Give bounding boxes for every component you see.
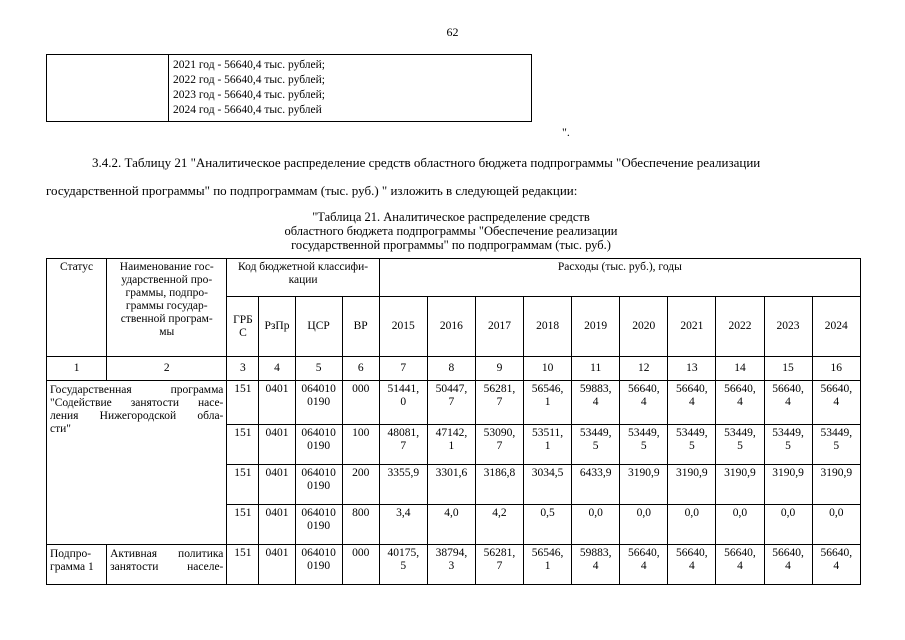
value-line: 56640,	[772, 547, 804, 559]
continuation-table	[46, 54, 532, 122]
value-cell	[572, 505, 620, 545]
value-line: 1	[544, 440, 551, 452]
header-year: 2024	[812, 297, 860, 357]
grbs-cell: 151	[227, 465, 259, 505]
header-year: 2015	[379, 297, 427, 357]
caption-line: "Таблица 21. Аналитическое распределение средств	[312, 210, 590, 224]
grbs-cell: 151	[227, 505, 259, 545]
value-cell	[379, 425, 427, 465]
header-year: 2021	[668, 297, 716, 357]
value-line: 59883,	[579, 547, 612, 559]
header-grbs-line: С	[239, 326, 247, 339]
value-line: 0	[400, 396, 407, 408]
column-number: 9	[475, 357, 523, 381]
value-line: 4	[640, 396, 647, 408]
value-line: 56546,	[531, 383, 564, 395]
value-line: 0,0	[636, 507, 651, 519]
value-line: 56640,	[627, 547, 660, 559]
value-line: 53090,	[483, 427, 516, 439]
header-vr: ВР	[342, 297, 379, 357]
value-line: 3190,9	[676, 467, 708, 479]
program-name-line: ления Нижегородской обла-	[50, 410, 224, 422]
header-csr: ЦСР	[295, 297, 342, 357]
grbs-cell: 151	[227, 425, 259, 465]
value-cell	[620, 505, 668, 545]
value-cell	[764, 505, 812, 545]
column-number: 11	[572, 357, 620, 381]
value-cell	[668, 465, 716, 505]
value-cell	[716, 505, 764, 545]
value-cell	[620, 545, 668, 585]
funding-line: 2022 год - 56640,4 тыс. рублей;	[173, 74, 325, 86]
empty-cell	[47, 55, 169, 122]
header-code	[227, 259, 379, 297]
header-year: 2016	[427, 297, 475, 357]
vr-cell: 800	[342, 505, 379, 545]
grbs-cell: 151	[227, 381, 259, 425]
value-cell	[379, 381, 427, 425]
header-row	[47, 259, 861, 297]
value-cell	[812, 545, 860, 585]
value-cell	[475, 465, 523, 505]
value-line: 4	[688, 560, 695, 572]
header-year: 2018	[524, 297, 572, 357]
header-code-line: кации	[288, 274, 318, 286]
value-line: 53449,	[676, 427, 708, 439]
value-cell	[812, 425, 860, 465]
value-line: 38794,	[435, 547, 468, 559]
header-grbs	[227, 297, 259, 357]
column-number: 13	[668, 357, 716, 381]
value-cell	[668, 381, 716, 425]
caption-line: государственной программы" по подпрограммам (тыс. руб.)	[291, 238, 611, 252]
value-cell	[427, 381, 475, 425]
value-line: 0,0	[684, 507, 700, 519]
value-cell	[379, 465, 427, 505]
closing-quote: ".	[562, 125, 570, 139]
value-cell	[427, 545, 475, 585]
value-line: 3301,6	[435, 467, 468, 479]
program-name-line: Государственная программа	[50, 384, 224, 396]
value-cell	[716, 381, 764, 425]
value-line: 56640,	[724, 383, 756, 395]
value-line: 56640,	[772, 383, 804, 395]
header-expenses: Расходы (тыс. руб.), годы	[379, 259, 860, 297]
subprogram-name-line: занятости населе-	[110, 561, 224, 573]
value-line: 3,4	[396, 507, 411, 519]
header-name	[107, 259, 227, 357]
header-year: 2023	[764, 297, 812, 357]
value-line: 3190,9	[627, 467, 660, 479]
program-name-line: сти"	[50, 423, 71, 435]
value-line: 5	[688, 440, 695, 452]
value-line: 56640,	[676, 383, 708, 395]
value-line: 3190,9	[772, 467, 804, 479]
header-name-line: граммы, подпро-	[125, 287, 209, 299]
csr-line: 064010	[301, 427, 336, 439]
value-line: 4	[833, 560, 840, 572]
value-line: 53449,	[820, 427, 853, 439]
vr-cell: 000	[342, 545, 379, 585]
column-number: 10	[524, 357, 572, 381]
value-cell	[379, 545, 427, 585]
header-status: Статус	[47, 259, 107, 357]
column-number: 6	[342, 357, 379, 381]
value-cell	[524, 505, 572, 545]
value-line: 56281,	[483, 383, 516, 395]
value-cell	[572, 545, 620, 585]
value-cell	[524, 545, 572, 585]
csr-line: 0190	[307, 480, 331, 492]
subprogram-name-line: Активная политика	[110, 548, 224, 560]
rzpr-cell: 0401	[259, 545, 295, 585]
value-cell	[716, 545, 764, 585]
header-name-line: ственной програм-	[120, 313, 213, 325]
column-number: 16	[812, 357, 860, 381]
value-line: 7	[400, 440, 407, 452]
value-line: 4	[785, 396, 791, 408]
funding-line: 2021 год - 56640,4 тыс. рублей;	[173, 59, 325, 71]
value-cell	[572, 465, 620, 505]
value-line: 50447,	[435, 383, 468, 395]
header-grbs-line: ГРБ	[233, 313, 253, 326]
value-cell	[524, 381, 572, 425]
vr-cell: 000	[342, 381, 379, 425]
column-number: 12	[620, 357, 668, 381]
value-line: 53449,	[772, 427, 804, 439]
value-cell	[620, 381, 668, 425]
column-number: 2	[107, 357, 227, 381]
value-line: 56281,	[483, 547, 516, 559]
value-cell	[716, 425, 764, 465]
value-line: 0,0	[829, 507, 844, 519]
value-cell	[812, 465, 860, 505]
value-line: 3190,9	[724, 467, 756, 479]
funding-line: 2023 год - 56640,4 тыс. рублей;	[173, 89, 325, 101]
value-cell	[475, 545, 523, 585]
value-cell	[572, 381, 620, 425]
subprogram-status-line: Подпро-	[50, 548, 92, 560]
csr-line: 0190	[307, 560, 331, 572]
value-line: 3190,9	[820, 467, 853, 479]
grbs-cell: 151	[227, 545, 259, 585]
value-line: 3186,8	[483, 467, 516, 479]
value-line: 3	[448, 560, 455, 572]
csr-line: 0190	[307, 440, 331, 452]
rzpr-cell: 0401	[259, 425, 295, 465]
value-line: 5	[833, 440, 840, 452]
value-line: 56640,	[676, 547, 708, 559]
value-cell	[764, 465, 812, 505]
value-line: 53511,	[531, 427, 564, 439]
csr-cell	[295, 465, 342, 505]
column-number: 14	[716, 357, 764, 381]
header-year: 2019	[572, 297, 620, 357]
value-line: 1	[544, 396, 551, 408]
column-number: 5	[295, 357, 342, 381]
value-line: 7	[496, 396, 503, 408]
caption-line: областного бюджета подпрограммы "Обеспечение реализации	[284, 224, 618, 238]
csr-cell	[295, 381, 342, 425]
value-line: 56640,	[627, 383, 660, 395]
budget-table	[46, 258, 861, 585]
value-cell	[620, 465, 668, 505]
value-line: 0,0	[588, 507, 603, 519]
table-row	[47, 545, 861, 585]
csr-line: 064010	[301, 467, 336, 479]
funding-lines-cell	[169, 55, 532, 122]
value-line: 4	[737, 396, 743, 408]
value-line: 3034,5	[531, 467, 564, 479]
subprogram-status-cell	[47, 545, 107, 585]
value-line: 7	[496, 560, 503, 572]
value-line: 4	[592, 396, 599, 408]
value-line: 40175,	[387, 547, 420, 559]
table-row	[47, 381, 861, 425]
value-line: 1	[448, 440, 455, 452]
value-line: 56640,	[820, 383, 853, 395]
value-line: 4	[592, 560, 599, 572]
value-cell	[668, 505, 716, 545]
value-line: 56640,	[724, 547, 756, 559]
value-cell	[427, 505, 475, 545]
value-cell	[764, 545, 812, 585]
value-line: 5	[785, 440, 791, 452]
header-name-line: мы	[159, 326, 175, 338]
value-line: 53449,	[724, 427, 756, 439]
value-cell	[668, 425, 716, 465]
program-name-line: "Содействие занятости насе-	[50, 397, 224, 409]
column-number: 8	[427, 357, 475, 381]
value-line: 53449,	[627, 427, 660, 439]
value-cell	[379, 505, 427, 545]
value-line: 53449,	[579, 427, 612, 439]
program-name-cell	[47, 381, 227, 545]
value-line: 0,0	[780, 507, 796, 519]
value-line: 48081,	[387, 427, 420, 439]
value-cell	[524, 465, 572, 505]
value-line: 0,5	[540, 507, 555, 519]
header-code-line: Код бюджетной классифи-	[238, 261, 369, 273]
value-line: 3355,9	[387, 467, 420, 479]
value-cell	[764, 425, 812, 465]
funding-line: 2024 год - 56640,4 тыс. рублей	[173, 104, 322, 116]
value-line: 56546,	[531, 547, 564, 559]
value-cell	[475, 381, 523, 425]
value-line: 51441,	[387, 383, 420, 395]
column-number-row	[47, 357, 861, 381]
value-line: 47142,	[435, 427, 468, 439]
csr-cell	[295, 545, 342, 585]
csr-cell	[295, 505, 342, 545]
header-name-line: Наименование гос-	[119, 261, 214, 273]
value-line: 1	[544, 560, 551, 572]
header-name-line: ударственной про-	[121, 274, 213, 286]
csr-line: 0190	[307, 396, 331, 408]
column-number: 1	[47, 357, 107, 381]
csr-line: 064010	[301, 547, 336, 559]
csr-line: 064010	[301, 507, 336, 519]
value-line: 7	[448, 396, 455, 408]
value-cell	[524, 425, 572, 465]
csr-line: 0190	[307, 520, 331, 532]
value-cell	[427, 425, 475, 465]
header-name-line: граммы государ-	[125, 300, 208, 312]
paragraph-line-1: 3.4.2. Таблицу 21 "Аналитическое распределение средств областного бюджета подпрограммы "Обеспечение реализации	[92, 155, 761, 170]
page-number: 62	[446, 25, 459, 39]
value-cell	[812, 505, 860, 545]
rzpr-cell: 0401	[259, 505, 295, 545]
value-line: 5	[592, 440, 599, 452]
value-line: 4	[785, 560, 791, 572]
value-cell	[812, 381, 860, 425]
rzpr-cell: 0401	[259, 465, 295, 505]
value-cell	[620, 425, 668, 465]
value-line: 4	[688, 396, 695, 408]
value-cell	[716, 465, 764, 505]
value-cell	[764, 381, 812, 425]
column-number: 7	[379, 357, 427, 381]
subprogram-name-cell	[107, 545, 227, 585]
header-year: 2022	[716, 297, 764, 357]
column-number: 4	[259, 357, 295, 381]
rzpr-cell: 0401	[259, 381, 295, 425]
value-line: 4,0	[444, 507, 459, 519]
column-number: 15	[764, 357, 812, 381]
header-year: 2017	[475, 297, 523, 357]
csr-line: 064010	[301, 383, 336, 395]
value-line: 4	[737, 560, 743, 572]
value-line: 5	[400, 560, 407, 572]
value-line: 4	[833, 396, 840, 408]
value-line: 5	[737, 440, 743, 452]
value-cell	[475, 425, 523, 465]
paragraph-line-2: государственной программы" по подпрограммам (тыс. руб.) " изложить в следующей редакции:	[46, 183, 578, 198]
value-line: 4	[640, 560, 647, 572]
vr-cell: 200	[342, 465, 379, 505]
value-line: 0,0	[732, 507, 748, 519]
value-line: 4,2	[492, 507, 507, 519]
value-cell	[572, 425, 620, 465]
value-cell	[475, 505, 523, 545]
value-line: 59883,	[579, 383, 612, 395]
value-line: 5	[640, 440, 647, 452]
value-line: 56640,	[820, 547, 853, 559]
value-cell	[427, 465, 475, 505]
subprogram-status-line: грамма 1	[50, 561, 94, 573]
csr-cell	[295, 425, 342, 465]
header-rzpr: РзПр	[259, 297, 295, 357]
column-number: 3	[227, 357, 259, 381]
value-cell	[668, 545, 716, 585]
header-year: 2020	[620, 297, 668, 357]
value-line: 6433,9	[579, 467, 612, 479]
table-caption	[236, 210, 666, 252]
vr-cell: 100	[342, 425, 379, 465]
value-line: 7	[496, 440, 503, 452]
